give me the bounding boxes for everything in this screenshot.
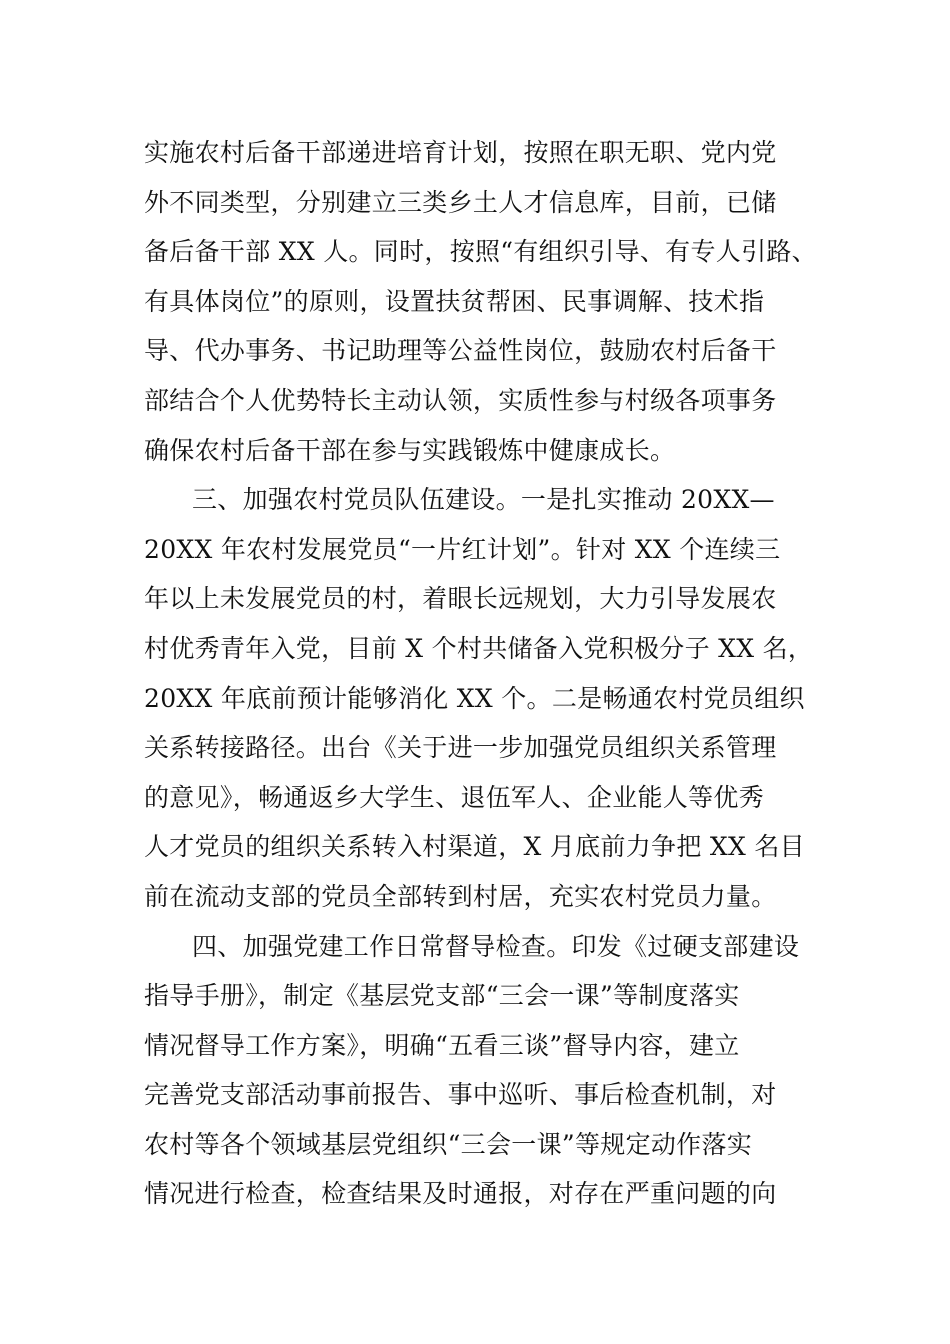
text-line: 人才党员的组织关系转入村渠道，X 月底前力争把 XX 名目 (144, 832, 805, 862)
text-line: 确保农村后备干部在参与实践锻炼中健康成长。 (144, 435, 676, 465)
text-line: 年以上未发展党员的村，着眼长远规划，大力引导发展农 (144, 584, 777, 614)
text-line: 情况督导工作方案》，明确“五看三谈”督导内容，建立 (144, 1030, 740, 1060)
text-line: 关系转接路径。出台《关于进一步加强党员组织关系管理 (144, 733, 777, 763)
text-line: 20XX 年农村发展党员“一片红计划”。针对 XX 个连续三 (144, 534, 781, 564)
text-line: 外不同类型，分别建立三类乡土人才信息库，目前，已储 (144, 187, 777, 217)
text-line: 完善党支部活动事前报告、事中巡听、事后检查机制，对 (144, 1080, 777, 1110)
text-line: 备后备干部 XX 人。同时，按照“有组织引导、有专人引路、 (144, 237, 817, 267)
text-line: 20XX 年底前预计能够消化 XX 个。二是畅通农村党员组织 (144, 683, 805, 713)
text-line: 村优秀青年入党，目前 X 个村共储备入党积极分子 XX 名， (144, 633, 814, 663)
text-line: 前在流动支部的党员全部转到村居，充实农村党员力量。 (144, 881, 777, 911)
text-line: 的意见》，畅通返乡大学生、退伍军人、企业能人等优秀 (144, 782, 765, 812)
text-line: 部结合个人优势特长主动认领，实质性参与村级各项事务 (144, 385, 777, 415)
text-line: 农村等各个领域基层党组织“三会一课”等规定动作落实 (144, 1129, 753, 1159)
text-line: 实施农村后备干部递进培育计划，按照在职无职、党内党 (144, 138, 777, 167)
paragraph-start-line: 三、加强农村党员队伍建设。一是扎实推动 20XX— (192, 485, 775, 515)
text-line: 导、代办事务、书记助理等公益性岗位，鼓励农村后备干 (144, 336, 777, 366)
paragraph-start-line: 四、加强党建工作日常督导检查。印发《过硬支部建设 (192, 931, 800, 961)
text-line: 有具体岗位”的原则，设置扶贫帮困、民事调解、技术指 (144, 286, 765, 316)
text-line: 情况进行检查，检查结果及时通报，对存在严重问题的向 (144, 1179, 777, 1209)
document-body (144, 128, 844, 1219)
text-line: 指导手册》，制定《基层党支部“三会一课”等制度落实 (144, 981, 740, 1011)
